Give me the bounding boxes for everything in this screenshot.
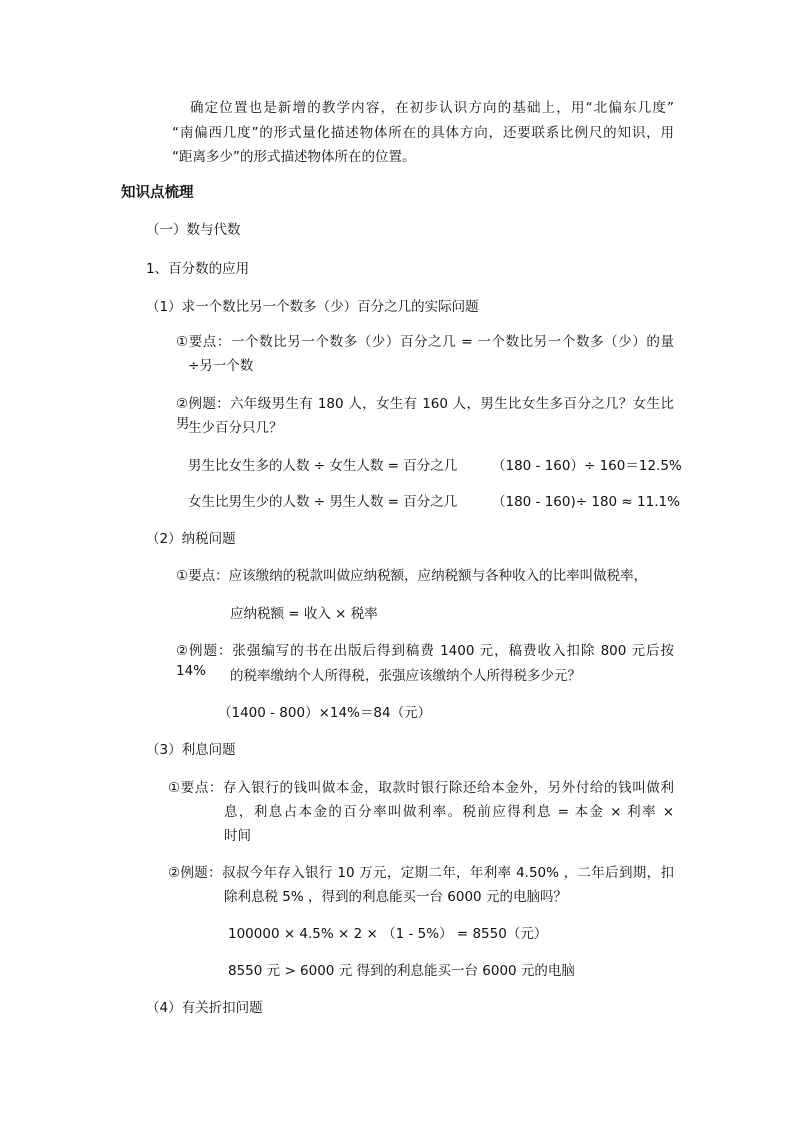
question-3-point-line-2: 息，利息占本金的百分率叫做利率。税前应得利息 = 本金 × 利率 ×: [224, 804, 674, 820]
question-3-example-line-1: ②例题：叔叔今年存入银行 10 万元，定期二年，年利率 4.50% ，二年后到期，扣: [168, 865, 674, 881]
question-1-calc-2: （180 - 160)÷ 180 ≈ 11.1%: [492, 494, 680, 510]
question-1-example-line-2: 生少百分只几？: [188, 420, 283, 436]
question-3-calc: 100000 × 4.5% × 2 × （1 - 5%） = 8550（元）: [228, 926, 548, 942]
intro-line-1: 确定位置也是新增的教学内容，在初步认识方向的基础上，用“北偏东几度”: [190, 100, 674, 116]
question-1-title: （1）求一个数比另一个数多（少）百分之几的实际问题: [146, 299, 479, 315]
question-1-point-line-1: ①要点：一个数比另一个数多（少）百分之几 = 一个数比另一个数多（少）的量: [176, 334, 674, 350]
question-2-calc: （1400 - 800）×14%＝84（元）: [218, 705, 432, 721]
question-1-point-line-2: ÷另一个数: [188, 358, 254, 374]
question-3-title: （3）利息问题: [146, 742, 236, 758]
question-1-formula-1: 男生比女生多的人数 ÷ 女生人数 = 百分之几: [188, 458, 458, 474]
question-2-example-line-1: ②例题：张强编写的书在出版后得到稿费 1400 元，稿费收入扣除 800 元后按 14%: [176, 643, 674, 679]
intro-line-3: “距离多少”的形式描述物体所在的位置。: [172, 149, 416, 165]
question-1-example-line-1: ②例题：六年级男生有 180 人，女生有 160 人，男生比女生多百分之几？女生比男: [176, 396, 674, 432]
part-heading: （一）数与代数: [146, 222, 241, 238]
question-2-example-line-2: 的税率缴纳个人所得税，张强应该缴纳个人所得税多少元？: [230, 668, 581, 684]
item-heading: 1、百分数的应用: [146, 261, 250, 277]
question-4-title: （4）有关折扣问题: [146, 1000, 263, 1016]
question-3-point-line-3: 时间: [224, 828, 251, 844]
question-2-formula: 应纳税额 = 收入 × 税率: [230, 606, 378, 622]
question-3-compare: 8550 元 > 6000 元 得到的利息能买一台 6000 元的电脑: [228, 963, 575, 979]
question-3-point-line-1: ①要点：存入银行的钱叫做本金，取款时银行除还给本金外，另外付给的钱叫做利: [168, 780, 674, 796]
intro-line-2: “南偏西几度”的形式量化描述物体所在的具体方向，还要联系比例尺的知识，用: [172, 125, 674, 141]
question-1-calc-1: （180 - 160）÷ 160＝12.5%: [492, 458, 682, 474]
question-2-point: ①要点：应该缴纳的税款叫做应纳税额，应纳税额与各种收入的比率叫做税率，: [176, 568, 648, 584]
question-2-title: （2）纳税问题: [146, 531, 236, 547]
question-3-example-line-2: 除利息税 5% ，得到的利息能买一台 6000 元的电脑吗？: [224, 889, 567, 905]
section-title: 知识点梳理: [121, 185, 194, 201]
question-1-formula-2: 女生比男生少的人数 ÷ 男生人数 = 百分之几: [188, 494, 458, 510]
